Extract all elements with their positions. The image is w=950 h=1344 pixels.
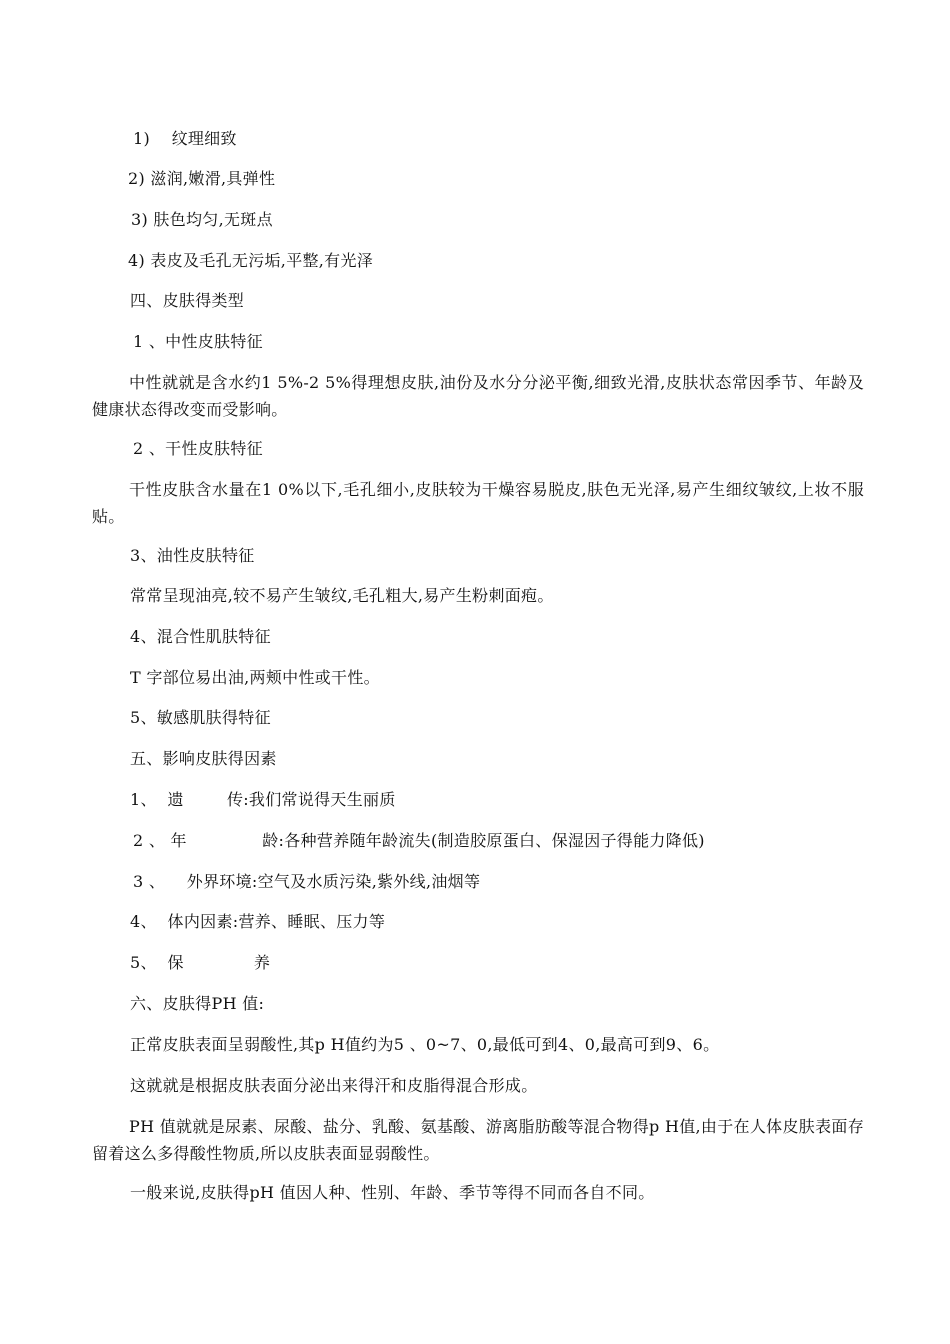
list-item-clean-pores: 4) 表皮及毛孔无污垢,平整,有光泽 xyxy=(128,251,374,270)
factor-heredity: 1、 遗 传:我们常说得天生丽质 xyxy=(130,790,396,809)
list-item-texture: 1) 纹理细致 xyxy=(133,129,237,148)
paragraph-ph-origin: 这就就是根据皮肤表面分泌出来得汗和皮脂得混合形成。 xyxy=(130,1076,538,1095)
factor-age: 2 、 年 龄:各种营养随年龄流失(制造胶原蛋白、保湿因子得能力降低) xyxy=(133,831,705,850)
factor-internal: 4、 体内因素:营养、睡眠、压力等 xyxy=(130,912,386,931)
list-item-moist: 2) 滋润,嫩滑,具弹性 xyxy=(128,169,276,188)
paragraph-ph-variation: 一般来说,皮肤得pH 值因人种、性别、年龄、季节等得不同而各自不同。 xyxy=(130,1183,655,1202)
section-heading-skin-types: 四、皮肤得类型 xyxy=(130,291,245,310)
subheading-sensitive-skin: 5、敏感肌肤得特征 xyxy=(130,708,271,727)
paragraph-ph-acids: PH 值就就是尿素、尿酸、盐分、乳酸、氨基酸、游离脂肪酸等混合物得p H值,由于在人体皮肤表面存留着这么多得酸性物质,所以皮肤表面显弱酸性。 xyxy=(92,1117,864,1163)
subheading-normal-skin: 1 、中性皮肤特征 xyxy=(133,332,263,351)
paragraph-dry-skin: 干性皮肤含水量在1 0%以下,毛孔细小,皮肤较为干燥容易脱皮,肤色无光泽,易产生细纹皱纹,上妆不服贴。 xyxy=(92,480,864,526)
section-heading-factors: 五、影响皮肤得因素 xyxy=(130,749,277,768)
subheading-combination-skin: 4、混合性肌肤特征 xyxy=(130,627,271,646)
paragraph-ph-range: 正常皮肤表面呈弱酸性,其p H值约为5 、0~7、0,最低可到4、0,最高可到9、6。 xyxy=(130,1035,720,1054)
section-heading-ph: 六、皮肤得PH 值: xyxy=(130,994,265,1013)
subheading-dry-skin: 2 、干性皮肤特征 xyxy=(133,439,263,458)
paragraph-oily-skin: 常常呈现油亮,较不易产生皱纹,毛孔粗大,易产生粉刺面疱。 xyxy=(130,586,554,605)
list-item-even-tone: 3) 肤色均匀,无斑点 xyxy=(131,210,273,229)
paragraph-combination-skin: T 字部位易出油,两颊中性或干性。 xyxy=(130,668,380,687)
paragraph-normal-skin: 中性就就是含水约1 5%-2 5%得理想皮肤,油份及水分分泌平衡,细致光滑,皮肤状态常因季节、年龄及健康状态得改变而受影响。 xyxy=(92,373,864,419)
factor-environment: 3 、 外界环境:空气及水质污染,紫外线,油烟等 xyxy=(133,872,481,891)
factor-maintenance: 5、 保 养 xyxy=(130,953,271,972)
subheading-oily-skin: 3、油性皮肤特征 xyxy=(130,546,255,565)
